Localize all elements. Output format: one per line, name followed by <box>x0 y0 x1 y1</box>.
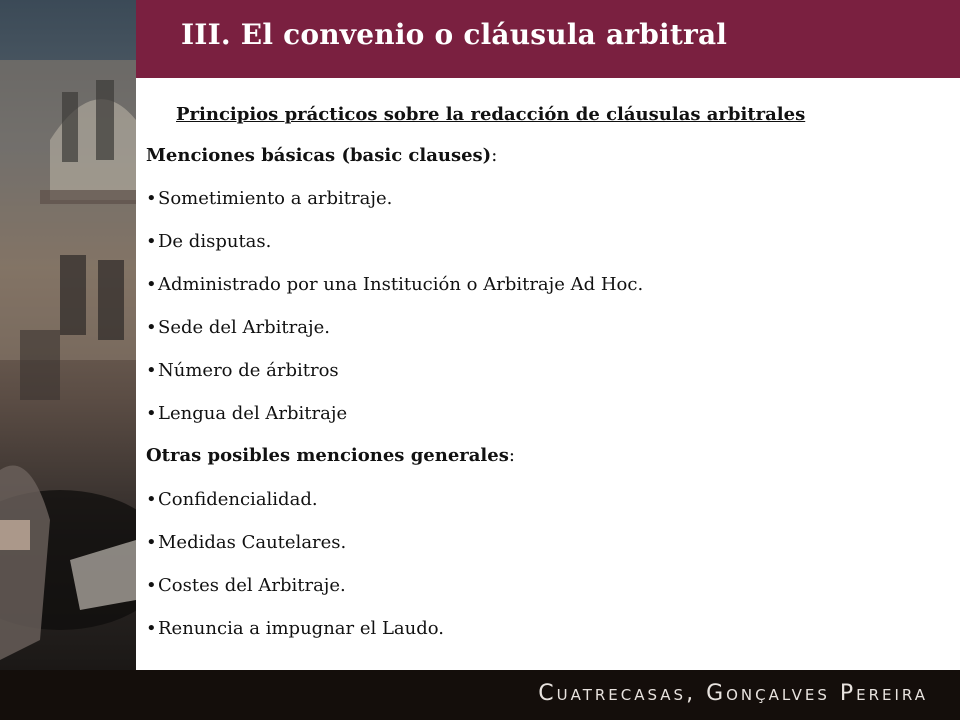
list-item: •Confidencialidad. <box>146 478 444 521</box>
bullet-icon: • <box>146 274 157 295</box>
sidebar-photo <box>0 0 136 670</box>
section-heading-basic-suffix: : <box>491 145 498 166</box>
section-heading-basic <box>146 145 497 166</box>
footer-bar <box>0 670 960 720</box>
bullet-icon: • <box>146 532 157 553</box>
slide-subtitle: Principios prácticos sobre la redacción de cláusulas arbitrales <box>176 104 806 125</box>
list-item: •De disputas. <box>146 220 643 263</box>
bullet-icon: • <box>146 489 157 510</box>
bullet-icon: • <box>146 403 157 424</box>
list-item: •Costes del Arbitraje. <box>146 564 444 607</box>
basic-clauses-list <box>146 177 643 435</box>
brand-logo-text: Cuatrecasas, Gonçalves Pereira <box>538 681 928 706</box>
list-item: •Medidas Cautelares. <box>146 521 444 564</box>
bullet-icon: • <box>146 231 157 252</box>
bullet-icon: • <box>146 360 157 381</box>
building-photo-icon <box>0 0 136 670</box>
list-item: •Sometimiento a arbitraje. <box>146 177 643 220</box>
section-heading-other-suffix: : <box>508 445 515 466</box>
bullet-icon: • <box>146 188 157 209</box>
list-item: •Lengua del Arbitraje <box>146 392 643 435</box>
list-item: •Administrado por una Institución o Arbitraje Ad Hoc. <box>146 263 643 306</box>
list-item: •Renuncia a impugnar el Laudo. <box>146 607 444 650</box>
section-heading-other-text: Otras posibles menciones generales <box>146 445 509 466</box>
slide-title: III. El convenio o cláusula arbitral <box>181 18 728 51</box>
other-clauses-list <box>146 478 444 650</box>
section-heading-basic-text: Menciones básicas (basic clauses) <box>146 145 492 166</box>
bullet-icon: • <box>146 618 157 639</box>
section-heading-other <box>146 445 515 466</box>
list-item: •Sede del Arbitraje. <box>146 306 643 349</box>
bullet-icon: • <box>146 317 157 338</box>
header-bar <box>136 0 960 78</box>
list-item: •Número de árbitros <box>146 349 643 392</box>
bullet-icon: • <box>146 575 157 596</box>
